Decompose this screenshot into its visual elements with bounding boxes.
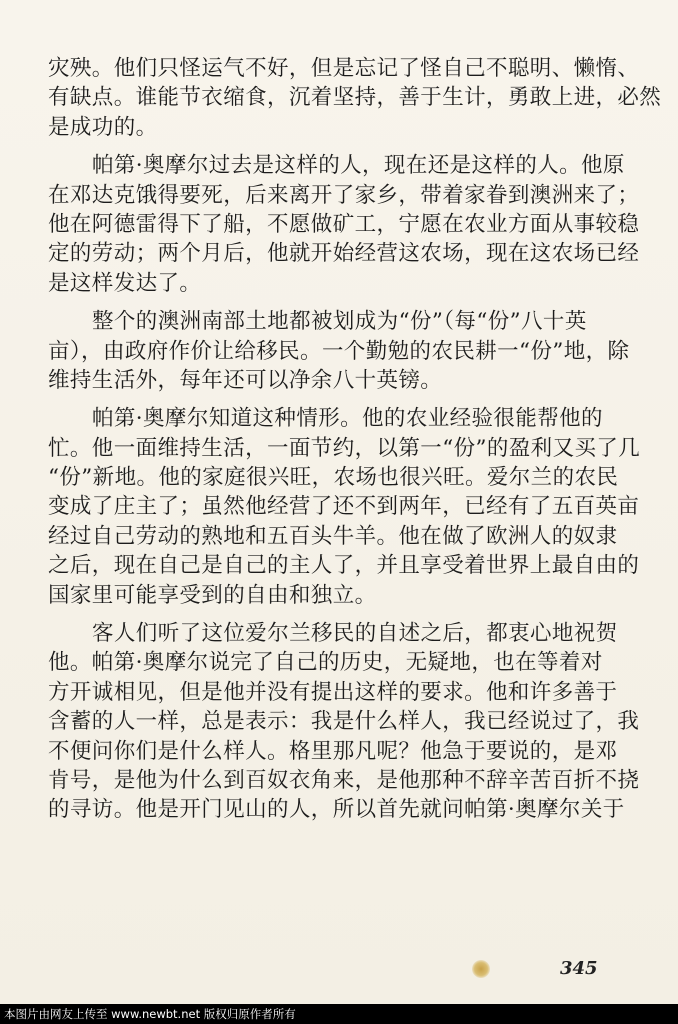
text-line: “份”新地。他的家庭很兴旺，农场也很兴旺。爱尔兰的农民: [48, 465, 619, 491]
text-line: 之后，现在自己是自己的主人了，并且享受着世界上最自由的: [48, 553, 640, 579]
text-line: 他在阿德雷得下了船，不愿做矿工，宁愿在农业方面从事较稳: [48, 211, 640, 237]
paragraph: [48, 307, 632, 395]
text-line: 维持生活外，每年还可以净余八十英镑。: [48, 367, 443, 393]
text-line: 的寻访。他是开门见山的人，所以首先就问帕第·奥摩尔关于: [48, 797, 625, 823]
text-line: 国家里可能享受到的自由和独立。: [48, 582, 377, 608]
paragraph: [48, 151, 640, 298]
watermark-footer: 本图片由网友上传至 www.newbt.net 版权归原作者所有: [0, 1004, 678, 1024]
text-line: 经过自己劳动的熟地和五百头牛羊。他在做了欧洲人的奴隶: [48, 523, 618, 549]
paragraph: [48, 54, 662, 142]
text-line: 灾殃。他们只怪运气不好，但是忘记了怪自己不聪明、懒惰、: [48, 56, 640, 81]
text-line: 不便问你们是什么样人。格里那凡呢？他急于要说的，是邓: [48, 738, 618, 764]
text-line: 方开诚相见，但是他并没有提出这样的要求。他和许多善于: [48, 679, 618, 705]
text-line: 在邓达克饿得要死，后来离开了家乡，带着家眷到澳洲来了；: [48, 182, 640, 208]
text-line: 他。帕第·奥摩尔说完了自己的历史，无疑地，也在等着对: [48, 650, 603, 676]
text-line: 客人们听了这位爱尔兰移民的自述之后，都衷心地祝贺: [92, 621, 618, 647]
text-line: 是这样发达了。: [48, 270, 202, 296]
text-line: 整个的澳洲南部土地都被划成为“份”（每“份”八十英: [92, 309, 587, 335]
stain-mark: [472, 960, 490, 978]
text-line: 肯号，是他为什么到百奴衣角来，是他那种不辞辛苦百折不挠: [48, 767, 640, 793]
paragraph: [48, 404, 641, 610]
page-number: 345: [560, 958, 598, 979]
text-line: 帕第·奥摩尔过去是这样的人，现在还是这样的人。他原: [92, 153, 625, 179]
body-text: [48, 54, 662, 834]
text-line: 亩），由政府作价让给移民。一个勤勉的农民耕一“份”地，除: [48, 338, 630, 364]
text-line: 定的劳动；两个月后，他就开始经营这农场，现在这农场已经: [48, 241, 640, 267]
text-line: 含蓄的人一样，总是表示：我是什么样人，我已经说过了，我: [48, 709, 640, 735]
text-line: 帕第·奥摩尔知道这种情形。他的农业经验很能帮他的: [92, 406, 603, 432]
paragraph: [48, 619, 640, 825]
text-line: 变成了庄主了；虽然他经营了还不到两年，已经有了五百英亩: [48, 494, 640, 520]
text-line: 忙。他一面维持生活，一面节约，以第一“份”的盈利又买了几: [48, 435, 641, 461]
text-line: 是成功的。: [48, 114, 158, 140]
text-line: 有缺点。谁能节衣缩食，沉着坚持，善于生计，勇敢上进，必然: [48, 85, 662, 111]
